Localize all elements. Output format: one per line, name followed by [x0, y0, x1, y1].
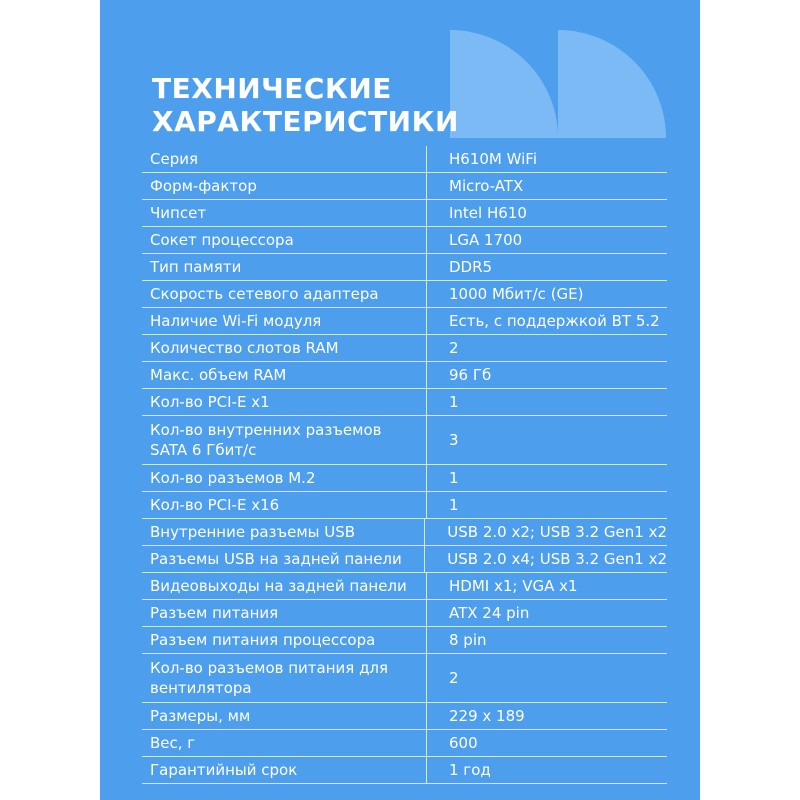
spec-row	[142, 627, 667, 654]
spec-row	[142, 281, 667, 308]
spec-value: DDR5	[426, 254, 667, 280]
spec-row	[142, 308, 667, 335]
spec-label: Кол-во разъемов M.2	[150, 469, 316, 487]
quote-mark-icon	[450, 30, 558, 138]
spec-label: Гарантийный срок	[150, 761, 298, 779]
spec-value: HDMI x1; VGA x1	[426, 573, 667, 599]
spec-value: 1000 Мбит/с (GE)	[426, 281, 667, 307]
spec-label: Внутренние разъемы USB	[150, 523, 356, 541]
spec-label: Разъемы USB на задней панели	[150, 550, 402, 568]
spec-label: Количество слотов RAM	[150, 339, 339, 357]
spec-label: Скорость сетевого адаптера	[150, 285, 379, 303]
spec-value: 2	[426, 335, 667, 361]
spec-label: Кол-во PCI-E x1	[150, 393, 270, 411]
spec-row	[142, 573, 667, 600]
spec-label: Чипсет	[150, 204, 207, 222]
spec-label: Серия	[150, 150, 198, 168]
spec-label: Форм-фактор	[150, 177, 257, 195]
spec-row	[142, 416, 667, 465]
spec-value: LGA 1700	[426, 227, 667, 253]
spec-value: ATX 24 pin	[426, 600, 667, 626]
quote-mark-icon	[558, 30, 666, 138]
spec-row	[142, 492, 667, 519]
spec-label: Макс. объем RAM	[150, 366, 287, 384]
title-line-1: ТЕХНИЧЕСКИЕ	[152, 72, 392, 105]
spec-row	[142, 757, 667, 784]
spec-value: 1	[426, 492, 667, 518]
spec-row	[142, 600, 667, 627]
spec-row	[142, 519, 667, 546]
spec-label: Разъем питания	[150, 604, 279, 622]
spec-value: Intel H610	[426, 200, 667, 226]
spec-label: Тип памяти	[150, 258, 242, 276]
spec-value: 600	[426, 730, 667, 756]
spec-row	[142, 173, 667, 200]
spec-row	[142, 730, 667, 757]
spec-table	[142, 146, 667, 784]
spec-value: 96 Гб	[426, 362, 667, 388]
spec-row	[142, 200, 667, 227]
spec-row	[142, 703, 667, 730]
spec-value: USB 2.0 x2; USB 3.2 Gen1 x2	[424, 519, 667, 545]
spec-row	[142, 362, 667, 389]
spec-value: 1	[426, 389, 667, 415]
spec-row	[142, 465, 667, 492]
spec-value: 8 pin	[426, 627, 667, 653]
spec-label: Размеры, мм	[150, 707, 251, 725]
spec-value: 229 x 189	[426, 703, 667, 729]
spec-card	[100, 0, 700, 800]
spec-row	[142, 146, 667, 173]
spec-row	[142, 254, 667, 281]
spec-label: Видеовыходы на задней панели	[150, 577, 407, 595]
spec-value: 1	[426, 465, 667, 491]
spec-row	[142, 335, 667, 362]
spec-label: Сокет процессора	[150, 231, 294, 249]
spec-value: 1 год	[426, 757, 667, 783]
spec-row	[142, 654, 667, 703]
spec-row	[142, 389, 667, 416]
spec-label: Разъем питания процессора	[150, 631, 376, 649]
spec-value: USB 2.0 x4; USB 3.2 Gen1 x2	[424, 546, 667, 572]
title-line-2: ХАРАКТЕРИСТИКИ	[152, 105, 459, 138]
spec-row	[142, 546, 667, 573]
spec-value: 2	[426, 654, 667, 702]
spec-label: Кол-во разъемов питания для вентилятора	[150, 659, 389, 697]
spec-label: Вес, г	[150, 734, 196, 752]
spec-value: 3	[426, 416, 667, 464]
spec-label: Кол-во PCI-E x16	[150, 496, 280, 514]
spec-value: Есть, с поддержкой BT 5.2	[426, 308, 667, 334]
spec-row	[142, 227, 667, 254]
spec-value: Micro-ATX	[426, 173, 667, 199]
spec-label: Наличие Wi-Fi модуля	[150, 312, 322, 330]
page-title	[152, 72, 459, 138]
spec-label: Кол-во внутренних разъемов SATA 6 Гбит/с	[150, 421, 382, 459]
spec-value: H610M WiFi	[426, 146, 667, 172]
